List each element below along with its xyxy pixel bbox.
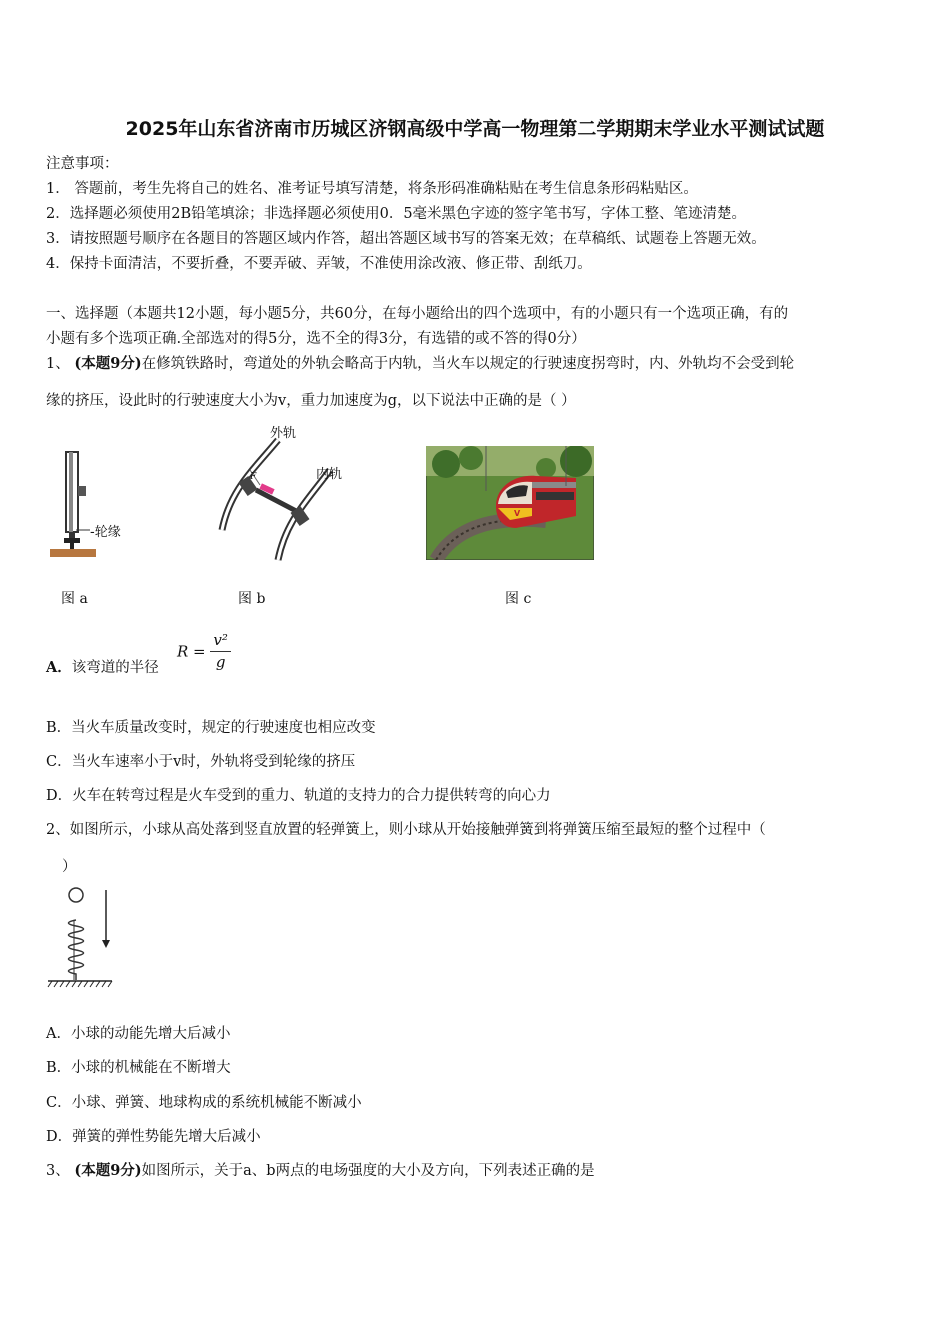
option-a-label: A． [46,659,72,676]
notice-item-1: 1． 答题前，考生先将自己的姓名、准考证号填写清楚，将条形码准确粘贴在考生信息条形码粘贴区。 [46,181,698,197]
question-number: 3、 [46,1163,70,1179]
figure-b-inner-rail-label: 内轨 [316,467,343,482]
question-2-option-c: C．小球、弹簧、地球构成的系统机械能不断减小 [46,1095,362,1111]
figure-c-train-photo [426,446,594,560]
question-2-option-a: A．小球的动能先增大后减小 [46,1026,231,1042]
formula-denominator: g [215,653,226,671]
question-1-stem-line-2: 缘的挤压，设此时的行驶速度大小为v，重力加速度为g，以下说法中正确的是（ ） [46,393,576,409]
question-text: 在修筑铁路时，弯道处的外轨会略高于内轨，当火车以规定的行驶速度拐弯时，内、外轨均不会受到轮 [141,356,795,372]
question-3-stem [46,1159,595,1180]
figure-b-force-label: F [250,472,257,482]
figure-b-rail-diagram [208,420,358,565]
section-heading-line-1: 一、选择题（本题共12小题，每小题5分，共60分，在每小题给出的四个选项中，有的小题只有一个选项正确，有的 [46,306,789,322]
question-2-option-d: D．弹簧的弹性势能先增大后减小 [46,1129,261,1145]
question-2-option-b: B．小球的机械能在不断增大 [46,1060,231,1076]
question-text: 如图所示，关于a、b两点的电场强度的大小及方向，下列表述正确的是 [141,1163,595,1179]
question-score: (本题9分) [74,1162,142,1179]
question-1-option-b: B．当火车质量改变时，规定的行驶速度也相应改变 [46,720,376,736]
train-logo-text: V [514,509,521,518]
question-number: 1、 [46,356,70,372]
question-1-stem-line-1 [46,352,794,373]
figure-a-annotation: -轮缘 [90,525,121,540]
notice-item-4: 4．保持卡面清洁，不要折叠，不要弄破、弄皱，不准使用涂改液、修正带、刮纸刀。 [46,256,592,272]
option-a-text: 该弯道的半径 [71,660,159,676]
formula-lhs: R = [177,642,206,661]
page-title: 2025年山东省济南市历城区济钢高级中学高一物理第二学期期末学业水平测试试题 [125,118,825,140]
question-1-option-d: D．火车在转弯过程是火车受到的重力、轨道的支持力的合力提供转弯的向心力 [46,788,551,804]
figure-c-label: 图 c [505,591,532,607]
question-2-stem-line-2: ） [62,859,77,875]
question-1-option-a [46,656,159,677]
section-heading-line-2: 小题有多个选项正确.全部选对的得5分，选不全的得3分，有选错的或不答的得0分） [46,331,586,347]
notice-item-3: 3．请按照题号顺序在各题目的答题区域内作答，超出答题区域书写的答案无效；在草稿纸、试题卷上答题无效。 [46,231,766,247]
formula-fraction [210,633,231,670]
question-score: (本题9分) [74,355,142,372]
question-2-stem-line-1: 2、如图所示，小球从高处落到竖直放置的轻弹簧上，则小球从开始接触弹簧到将弹簧压缩至最短的整个过程中（ [46,822,766,838]
formula-numerator: v² [210,633,231,652]
figure-a-wheel-rail [46,448,106,563]
notice-item-2: 2．选择题必须使用2B铅笔填涂；非选择题必须使用0．5毫米黑色字迹的签字笔书写，字体工整、笔迹清楚。 [46,206,747,222]
figure-spring-ball [46,884,118,994]
question-1-option-c: C．当火车速率小于v时，外轨将受到轮缘的挤压 [46,754,356,770]
figure-a-label: 图 a [61,591,88,607]
notice-heading: 注意事项： [46,156,119,172]
formula-radius [177,633,231,670]
figure-b-label: 图 b [238,591,266,607]
figure-b-outer-rail-label: 外轨 [270,426,297,441]
